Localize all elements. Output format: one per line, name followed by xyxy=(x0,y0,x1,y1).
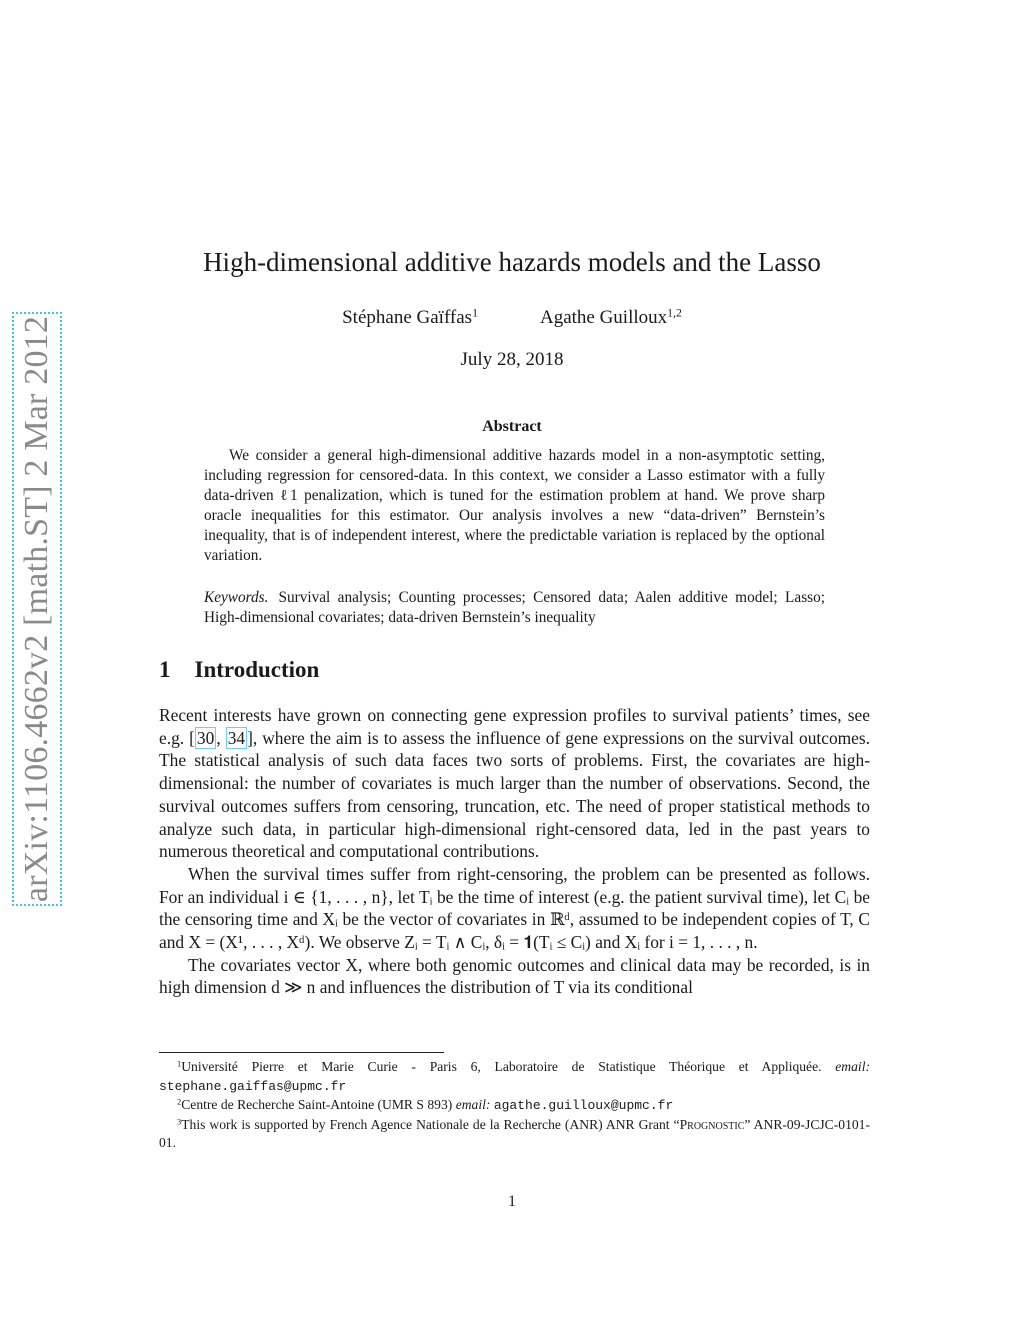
abstract-body: We consider a general high-dimensional additive hazards model in a non-asymptotic setting, including regression for censored-data. In this context, we consider a Lasso estimator with a fully data-driven ℓ1 penalization, which is tuned for the estimation problem at hand. We prove sharp oracle inequalities for this estimator. Our analysis involves a new “data-driven” Bernstein’s inequality, that is of independent interest, where the predictable variation is replaced by the optional variation. xyxy=(204,447,825,564)
footnote-3-text: This work is supported by French Agence Nationale de la Recherche (ANR) ANR Grant “ xyxy=(181,1116,680,1132)
section-heading-introduction xyxy=(159,657,319,683)
paper-title: High-dimensional additive hazards models and the Lasso xyxy=(203,247,821,277)
footnote-3-grant: Prognostic xyxy=(679,1116,745,1132)
footnote-1-marker: 1 xyxy=(177,1058,182,1069)
footnote-2-text: Centre de Recherche Saint-Antoine (UMR S 893) xyxy=(181,1097,453,1112)
footnotes xyxy=(159,1058,870,1153)
citation-link-34[interactable]: 34 xyxy=(227,727,246,748)
footnote-3-marker: 3 xyxy=(177,1115,182,1126)
footnote-2-email[interactable]: agathe.guilloux@upmc.fr xyxy=(493,1098,674,1113)
author-list xyxy=(0,307,1024,329)
footnote-divider xyxy=(159,1052,444,1053)
author-1-affiliation: 1 xyxy=(472,306,478,320)
intro-paragraph-1-start: Recent interests have grown on connecting gene expression profiles to survival patients’ times, see e.g. [ xyxy=(159,705,870,748)
footnote-2-marker: 2 xyxy=(177,1096,182,1107)
section-title: Introduction xyxy=(194,657,320,682)
author-2-affiliation: 1,2 xyxy=(667,306,682,320)
introduction-body xyxy=(159,704,870,999)
keywords-label: Keywords. xyxy=(204,589,269,606)
footnote-3-text-end: ” ANR-09-JCJC-0101-01. xyxy=(159,1116,870,1150)
intro-paragraph-1: Recent interests have grown on connecting gene expression profiles to survival patients’ times, see e.g. [ 30 , 34 ], where the aim is to assess the influence of gene expressions on the survival outcomes. The statistical analysis of such data faces two sorts of problems. First, the covariates are high-dimensional: the number of covariates is much larger than the number of observations. Second, the survival outcomes suffers from censoring, truncation, etc. The need of proper statistical methods to analyze such data, in particular high-dimensional right-censored data, led in the past years to numerous theoretical and computational contributions. xyxy=(159,705,871,862)
section-number: 1 xyxy=(159,657,171,682)
footnote-1-email-label: email: xyxy=(835,1059,870,1074)
author-1-name: Stéphane Gaïffas xyxy=(342,307,473,328)
footnote-2 xyxy=(159,1096,870,1116)
footnote-1-email[interactable]: stephane.gaiffas@upmc.fr xyxy=(159,1078,347,1094)
author-2 xyxy=(540,307,682,329)
paper-date: July 28, 2018 xyxy=(460,349,564,370)
keywords-list: Survival analysis; Counting processes; Censored data; Aalen additive model; Lasso; High-dimensional covariates; data-driven Bernstein’s inequality xyxy=(204,589,825,626)
abstract-heading: Abstract xyxy=(482,418,542,435)
keywords xyxy=(204,588,825,628)
footnote-2-email-label: email: xyxy=(455,1097,491,1112)
arxiv-identifier: arXiv:1106.4662v2 [math.ST] 2 Mar 2012 xyxy=(18,315,55,903)
footnote-3 xyxy=(159,1116,870,1153)
intro-paragraph-1-end: ], where the aim is to assess the influence of gene expressions on the survival outcomes. The statistical analysis of such data faces two sorts of problems. First, the covariates are high-dimensional: the number of covariates is much larger than the number of observations. Second, the survival outcomes suffers from censoring, truncation, etc. The need of proper statistical methods to analyze such data, in particular high-dimensional right-censored data, led in the past years to numerous theoretical and computational contributions. xyxy=(159,727,871,862)
author-2-name: Agathe Guilloux xyxy=(539,307,668,328)
footnote-1 xyxy=(159,1058,870,1096)
footnote-1-text: Université Pierre et Marie Curie - Paris 6, Laboratoire de Statistique Théorique et Appliquée. xyxy=(181,1059,822,1074)
author-1 xyxy=(342,307,478,329)
citation-link-30[interactable]: 30 xyxy=(196,727,215,748)
page-number: 1 xyxy=(508,1193,516,1210)
intro-paragraph-3: The covariates vector X, where both genomic outcomes and clinical data may be recorded, is in high dimension d ≫ n and influences the distribution of T via its conditional xyxy=(159,954,870,998)
intro-paragraph-2: When the survival times suffer from right-censoring, the problem can be presented as follows. For an individual i ∈ {1, . . . , n}, let Tᵢ be the time of interest (e.g. the patient survival time), let Cᵢ be the censoring time and Xᵢ be the vector of covariates in ℝᵈ, assumed to be independent copies of T, C and X = (X¹, . . . , Xᵈ). We observe Zᵢ = Tᵢ ∧ Cᵢ, δᵢ = 𝟏(Tᵢ ≤ Cᵢ) and Xᵢ for i = 1, . . . , n. xyxy=(159,863,870,953)
arxiv-stamp xyxy=(12,312,62,906)
